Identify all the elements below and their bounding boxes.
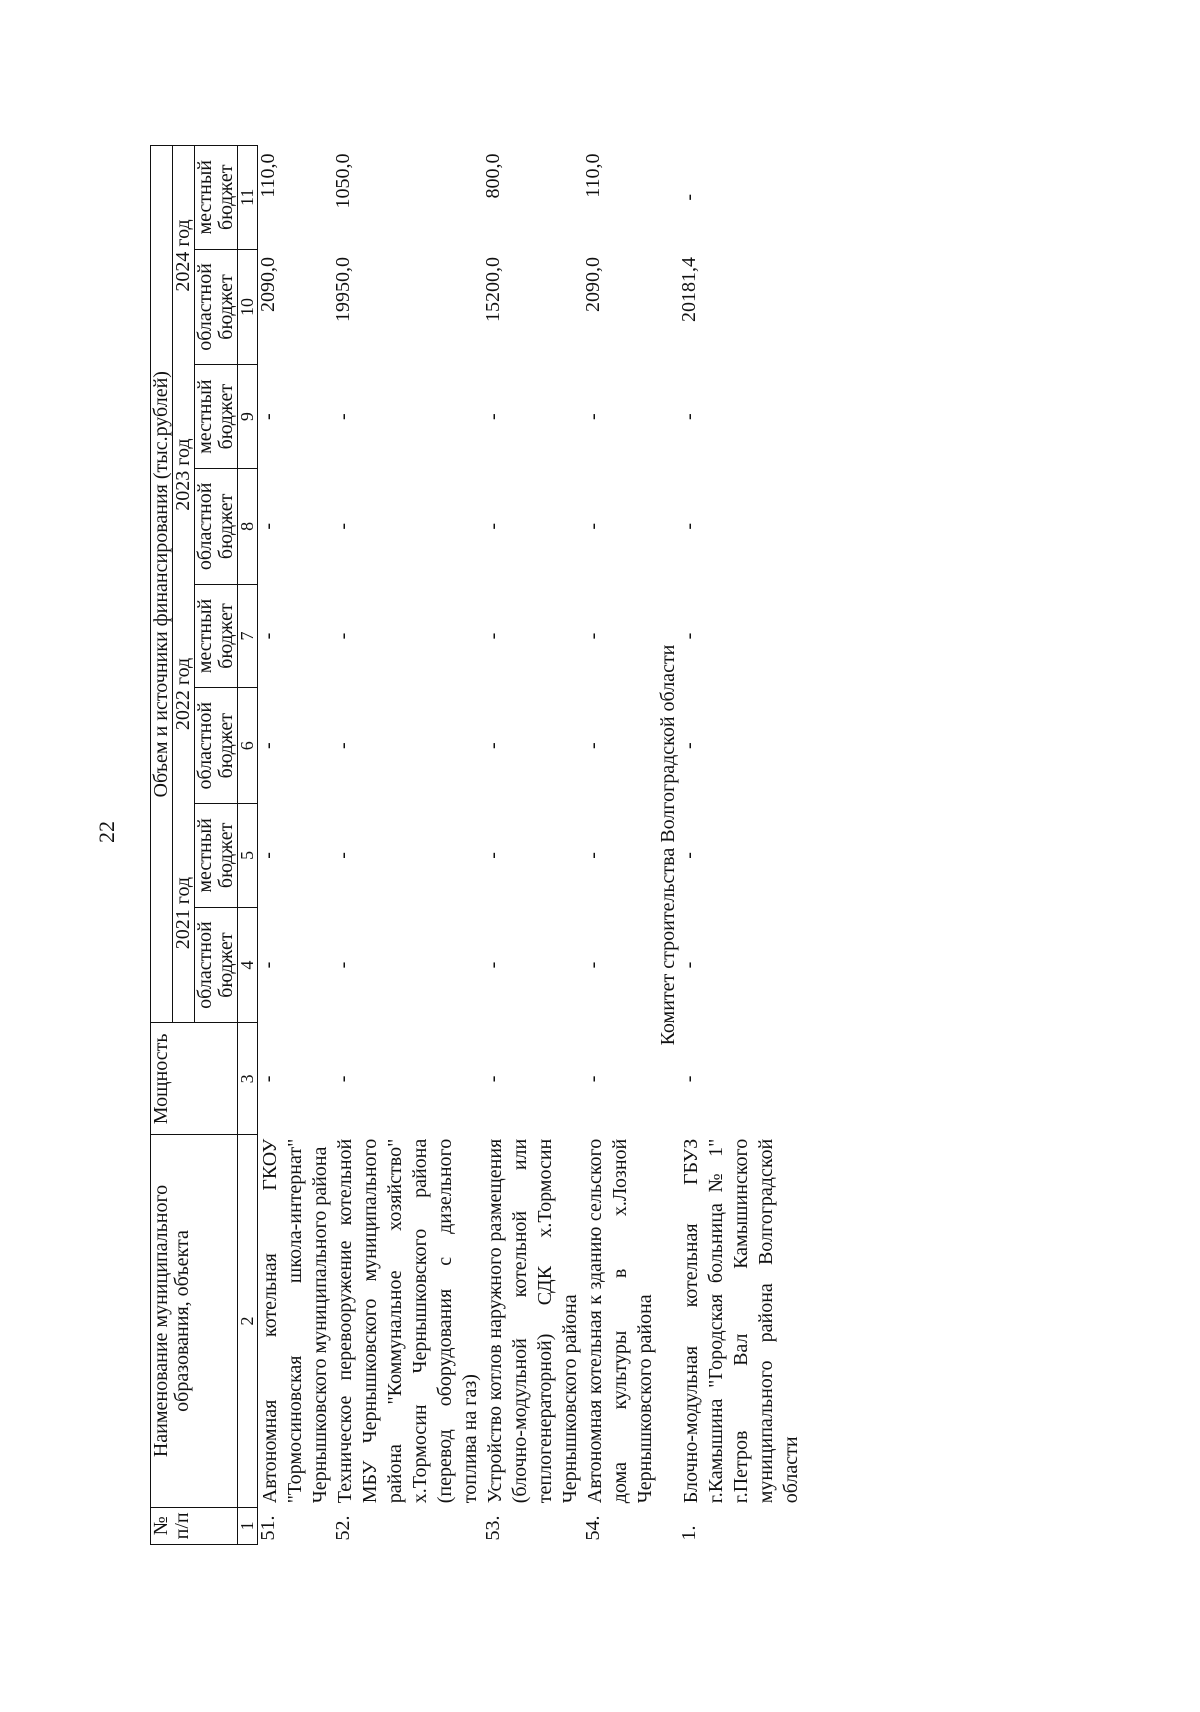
row-value: - [481,961,504,969]
header-name: Наименование муниципального образования, объекта [151,1135,238,1508]
row-value: - [331,852,354,859]
row-value: - [677,632,700,640]
funding-table [150,145,804,1545]
row-value: - [256,632,279,640]
header-sub-local: местный бюджет [195,804,238,907]
col-number: 11 [238,146,258,250]
row-value: - [677,961,700,969]
header-funding: Объем и источники финансирования (тыс.рублей) [151,146,173,1024]
row-name: Устройство котлов наружного размещения (блочно-модульной котельной или теплогенераторной) СДК х.Тормосин Чернышковского района [483,1138,581,1504]
header-sub-regional: областной бюджет [195,249,238,365]
row-value: - [331,1075,354,1083]
rotated-table-container [150,125,1050,1545]
row-value: 2090,0 [256,257,279,313]
col-number: 8 [238,468,258,584]
table-row [483,146,583,1545]
row-value: - [331,742,354,750]
row-value: - [677,193,700,201]
header-power: Мощность [151,1023,238,1135]
row-value: - [481,852,504,859]
header-num: № п/п [151,1507,238,1544]
row-value: - [581,961,604,969]
row-name: Автономная котельная ГКОУ "Тормосиновская школа-интернат" Чернышковского муниципального района [258,1138,331,1504]
row-value: - [256,961,279,969]
col-number: 1 [238,1507,258,1544]
row-value: 110,0 [581,153,604,198]
row-value: - [256,852,279,859]
header-year-2024: 2024 год [173,146,195,365]
row-value: - [331,523,354,530]
col-number: 7 [238,584,258,687]
col-number: 5 [238,804,258,907]
row-value: 20181,4 [677,257,700,323]
header-year-2021: 2021 год [173,804,195,1023]
col-number: 6 [238,688,258,804]
header-sub-regional: областной бюджет [195,468,238,584]
row-value: - [331,413,354,420]
row-value: - [677,413,700,420]
row-value: - [677,852,700,859]
row-value: - [481,413,504,420]
header-sub-local: местный бюджет [195,584,238,687]
row-value: - [256,742,279,750]
header-sub-regional: областной бюджет [195,907,238,1023]
row-name: Автономная котельная к зданию сельского дома культуры в х.Лозной Чернышковского района [583,1138,656,1504]
table-row [679,146,804,1545]
row-value: - [256,413,279,420]
header-sub-regional: областной бюджет [195,688,238,804]
row-value: - [581,523,604,530]
row-value: - [581,852,604,859]
row-value: - [481,523,504,530]
header-sub-local: местный бюджет [195,146,238,250]
header-year-2022: 2022 год [173,584,195,803]
row-value: - [481,742,504,750]
col-number: 3 [238,1023,258,1135]
row-num: 51. [256,1515,279,1541]
row-value: - [481,1075,504,1083]
row-value: - [331,632,354,640]
row-value: - [256,523,279,530]
page-number: 22 [94,821,119,843]
row-num: 54. [581,1515,604,1541]
row-value: 15200,0 [481,257,504,323]
row-value: 19950,0 [331,257,354,323]
col-number: 4 [238,907,258,1023]
row-value: - [677,523,700,530]
row-value: - [581,413,604,420]
header-year-2023: 2023 год [173,365,195,584]
row-value: 1050,0 [331,153,354,209]
col-number: 10 [238,249,258,365]
row-value: - [677,1075,700,1083]
row-value: - [481,632,504,640]
row-value: - [256,1075,279,1083]
row-value: 110,0 [256,153,279,198]
row-value: - [677,742,700,750]
row-num: 1. [677,1525,700,1541]
row-value: 800,0 [481,153,504,199]
col-number: 2 [238,1135,258,1508]
col-number: 9 [238,365,258,468]
row-num: 52. [331,1515,354,1541]
row-value: - [581,632,604,640]
row-value: - [581,1075,604,1083]
table-row [257,146,333,1545]
table-row [583,146,658,1545]
section-title: Комитет строительства Волгоградской области [656,644,679,1046]
row-value: - [581,742,604,750]
row-name: Техническое перевооружение котельной МБУ Чернышковского муниципального района "Коммунальное хозяйство" х.Тормосин Чернышковского района (перевод оборудования с дизельного топлива на газ) [333,1138,481,1504]
row-num: 53. [481,1515,504,1541]
table-row [333,146,483,1545]
row-name: Блочно-модульная котельная ГБУЗ г.Камышина "Городская больница № 1" г.Петров Вал Камышинского муниципального района Волгоградской области [679,1138,802,1504]
row-value: 2090,0 [581,257,604,313]
row-value: - [331,961,354,969]
header-sub-local: местный бюджет [195,365,238,468]
